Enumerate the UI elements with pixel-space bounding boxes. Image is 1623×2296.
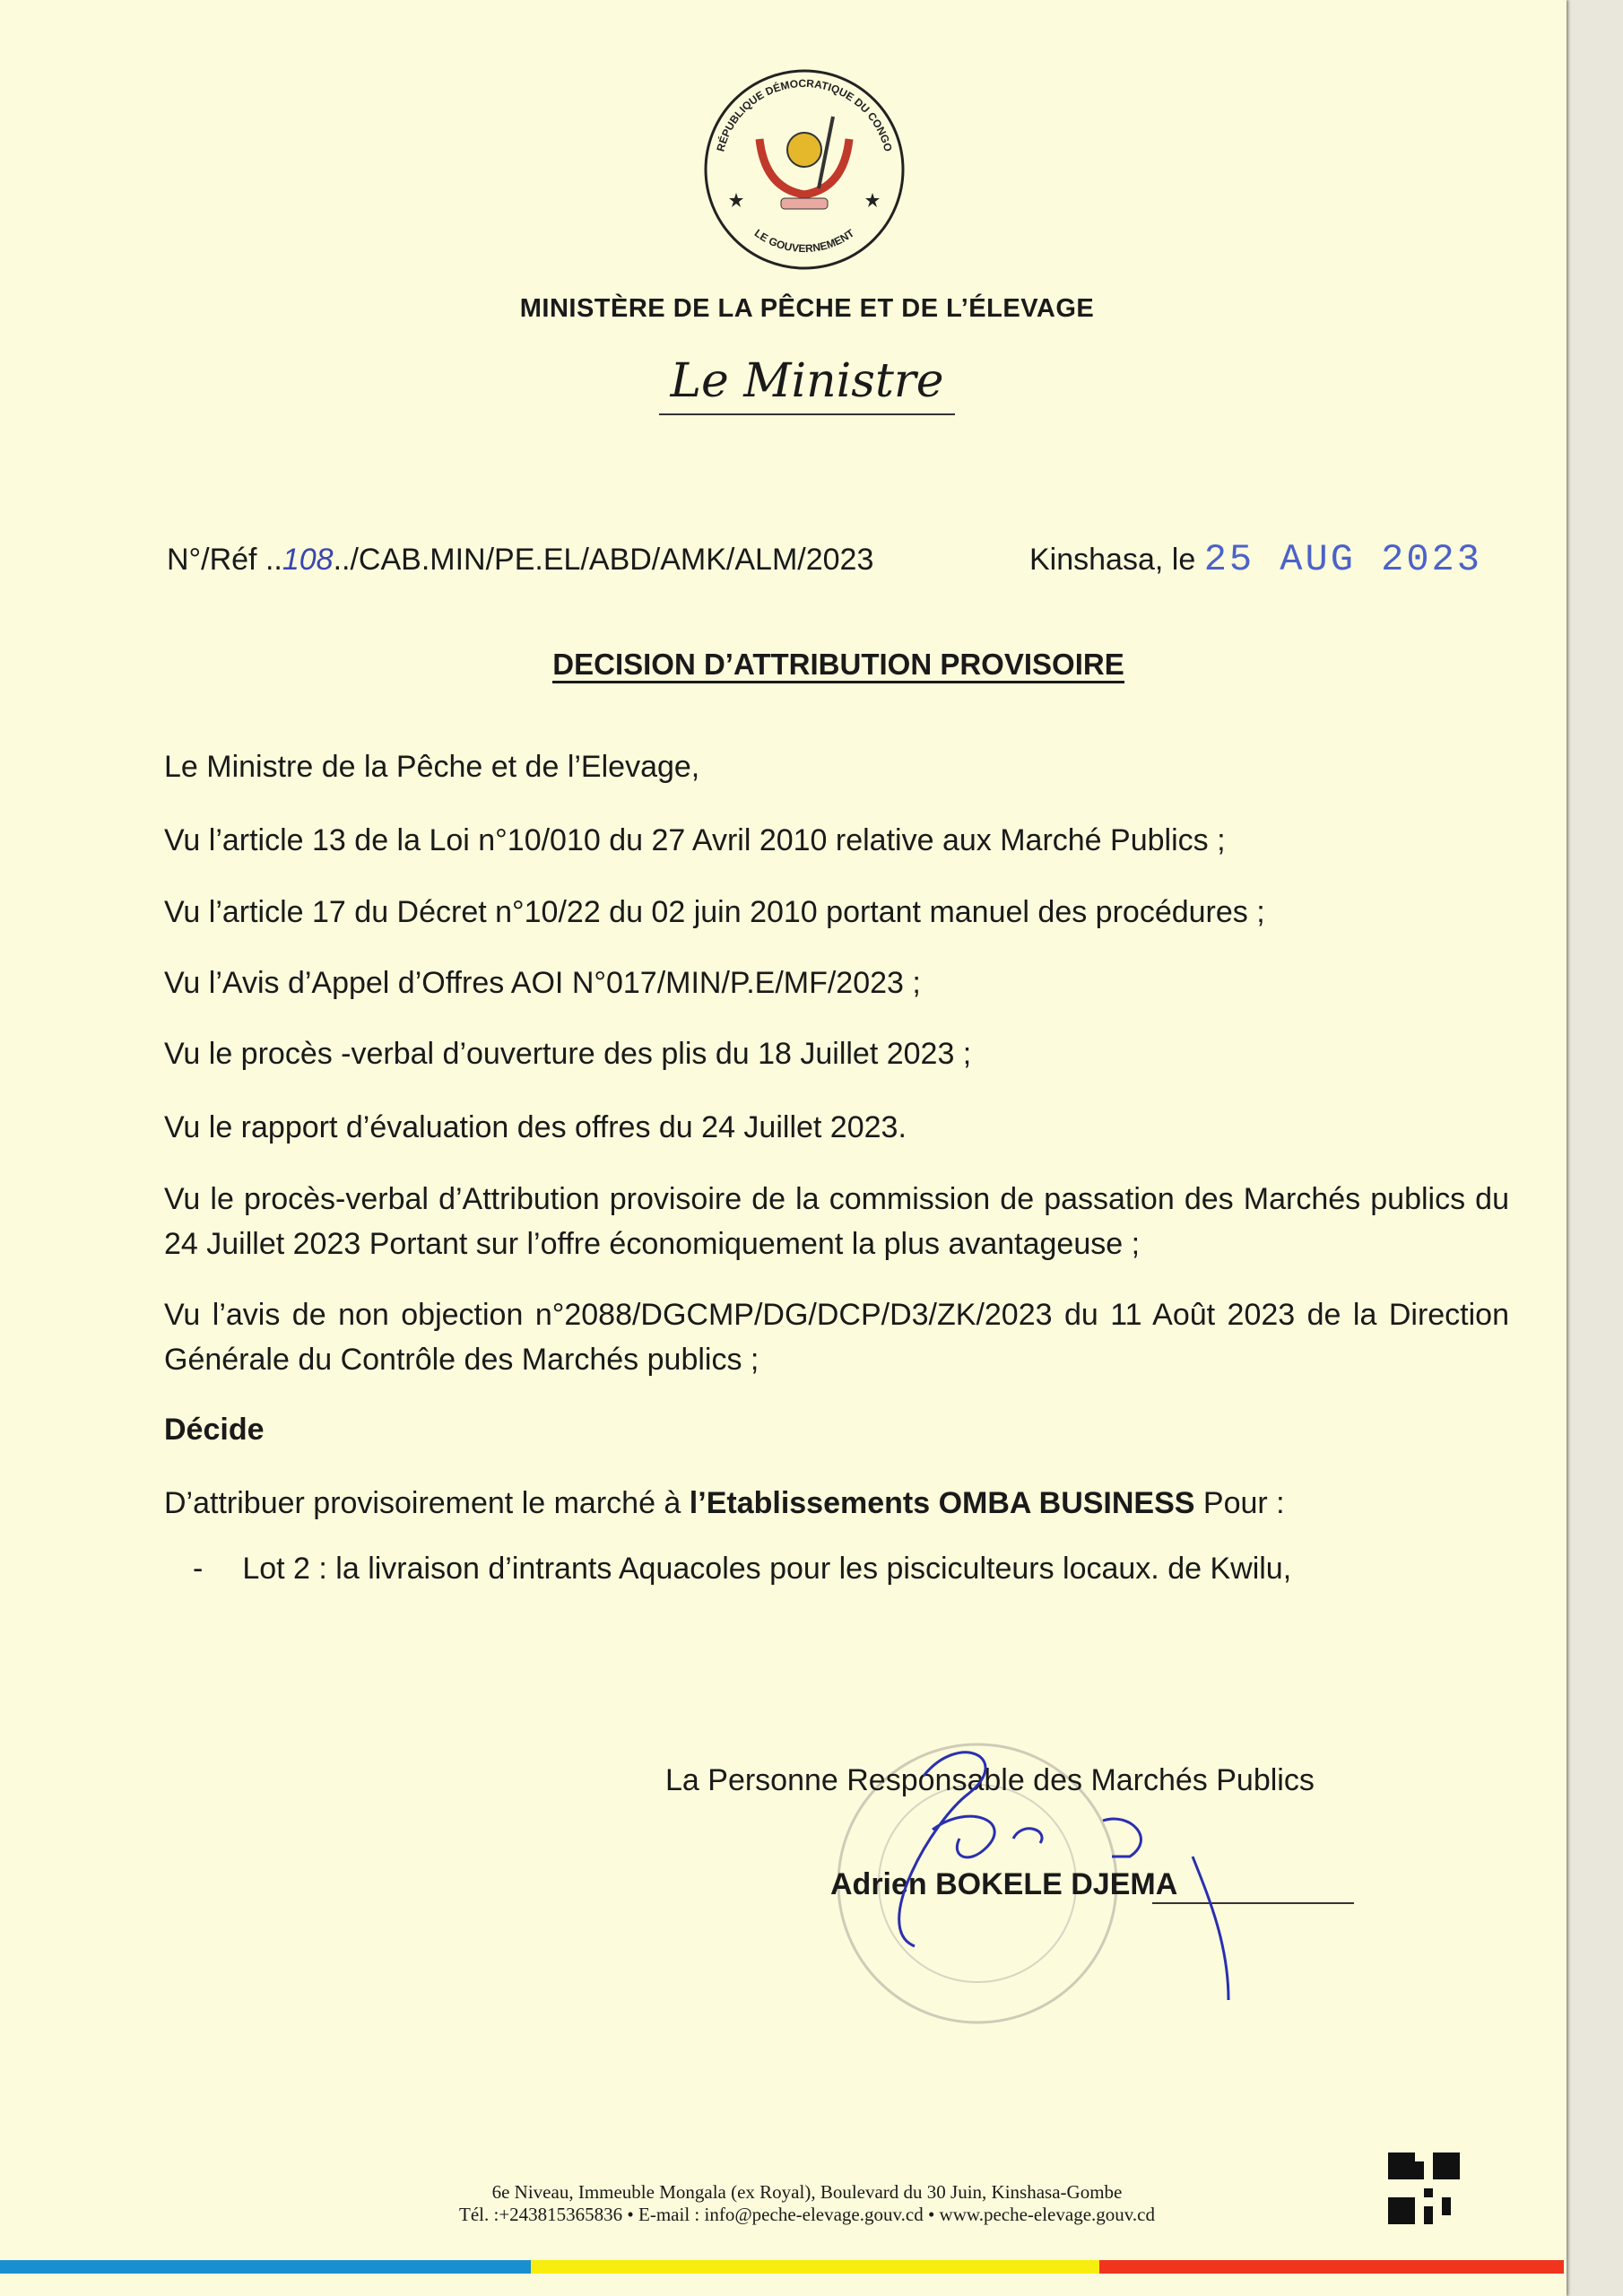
document-title: DECISION D’ATTRIBUTION PROVISOIRE (0, 648, 1623, 682)
qr-code (1388, 2152, 1460, 2224)
flag-stripe-red (1099, 2260, 1564, 2274)
signatory-title: La Personne Responsable des Marchés Publics (665, 1763, 1315, 1797)
consideration: Vu le rapport d’évaluation des offres du 24 Juillet 2023. (164, 1110, 907, 1144)
decides-heading: Décide (164, 1413, 265, 1447)
office-title: Le Ministre (0, 354, 1614, 415)
ministry-name: MINISTÈRE DE LA PÊCHE ET DE L’ÉLEVAGE (519, 294, 1095, 323)
government-seal-logo (702, 67, 907, 272)
opening-line: Le Ministre de la Pêche et de l’Elevage, (164, 750, 700, 784)
consideration: Vu l’avis de non objection n°2088/DGCMP/DG/DCP/D3/ZK/2023 du 11 Août 2023 de la Direction Générale du Contrôle des Marchés publics ; (164, 1298, 1509, 1377)
lot-item: - Lot 2 : la livraison d’intrants Aquacoles pour les pisciculteurs locaux. de Kwilu, (193, 1552, 1292, 1586)
svg-text:LE GOUVERNEMENT: LE GOUVERNEMENT (751, 226, 857, 256)
flag-stripe-yellow (531, 2260, 1099, 2274)
handwritten-ref-number: 108 (282, 543, 334, 577)
handwritten-signature (834, 1722, 1264, 2009)
awardee: l’Etablissements OMBA BUSINESS (689, 1486, 1195, 1520)
consideration: Vu l’article 13 de la Loi n°10/010 du 27 Avril 2010 relative aux Marché Publics ; (164, 823, 1226, 857)
consideration: Vu le procès -verbal d’ouverture des plis du 18 Juillet 2023 ; (164, 1037, 972, 1071)
signatory-name: Adrien BOKELE DJEMA (830, 1867, 1178, 1901)
consideration: Vu l’article 17 du Décret n°10/22 du 02 juin 2010 portant manuel des procédures ; (164, 895, 1265, 929)
award-statement: D’attribuer provisoirement le marché à l’Etablissements OMBA BUSINESS Pour : (164, 1486, 1285, 1520)
consideration: Vu le procès-verbal d’Attribution provisoire de la commission de passation des Marchés publics du 24 Juillet 2023 Portant sur l’offre économiquement la plus avantageuse ; (164, 1182, 1509, 1261)
footer-address: 6e Niveau, Immeuble Mongala (ex Royal), Boulevard du 30 Juin, Kinshasa-Gombe Tél. :+243815365836 • E-mail : info@peche-elevage.gouv.cd • www.peche-elevage.gouv.cd (459, 2181, 1155, 2225)
svg-text:RÉPUBLIQUE DÉMOCRATIQUE DU CON: RÉPUBLIQUE DÉMOCRATIQUE DU CONGO (714, 76, 895, 153)
reference-number: N°/Réf ..108../CAB.MIN/PE.EL/ABD/AMK/ALM/2023 (167, 543, 874, 577)
date-stamp: 25 AUG 2023 (1203, 538, 1482, 581)
place-date: Kinshasa, le 25 AUG 2023 (1029, 538, 1482, 581)
flag-stripe-blue (0, 2260, 531, 2274)
consideration: Vu l’Avis d’Appel d’Offres AOI N°017/MIN/P.E/MF/2023 ; (164, 966, 921, 1000)
